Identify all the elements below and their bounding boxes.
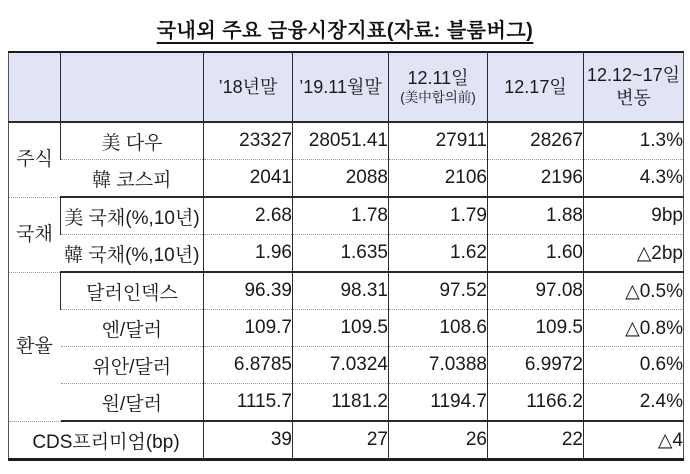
row-label: 美 다우 (61, 122, 204, 160)
value-cell: 1.635 (293, 235, 389, 273)
table-row (9, 235, 684, 273)
value-cell: 1.60 (488, 235, 584, 273)
value-cell: 6.8785 (204, 347, 293, 384)
value-cell: △0.5% (584, 272, 684, 310)
value-cell: 1.79 (389, 197, 488, 235)
col-header-end-2018 (204, 52, 293, 122)
header-empty-group (9, 52, 61, 122)
report-page (0, 14, 690, 461)
value-cell: 108.6 (389, 310, 488, 347)
table-row (9, 310, 684, 347)
value-cell: 1.78 (293, 197, 389, 235)
value-cell: 2.68 (204, 197, 293, 235)
value-cell: 1181.2 (293, 384, 389, 422)
group-cell-fx: 환율 (9, 272, 61, 421)
value-cell: 1194.7 (389, 384, 488, 422)
value-cell: 7.0324 (293, 347, 389, 384)
col-header-label2: 변동 (616, 88, 651, 108)
value-cell: 27911 (389, 122, 488, 160)
header-empty-name (61, 52, 204, 122)
col-header-note: (美中합의前) (400, 90, 476, 106)
value-cell: 2.4% (584, 384, 684, 422)
value-cell: 1166.2 (488, 384, 584, 422)
value-cell: 22 (488, 421, 584, 460)
value-cell: 1115.7 (204, 384, 293, 422)
col-header-label: ’18년말 (218, 76, 278, 97)
value-cell: 2088 (293, 160, 389, 198)
group-cell-stocks: 주식 (9, 122, 61, 197)
value-cell: 109.7 (204, 310, 293, 347)
table-row (9, 197, 684, 235)
table-row (9, 160, 684, 198)
value-cell: 1.62 (389, 235, 488, 273)
table-row (9, 272, 684, 310)
value-cell: 97.08 (488, 272, 584, 310)
value-cell: 26 (389, 421, 488, 460)
report-title: 국내외 주요 금융시장지표(자료: 블룸버그) (156, 20, 534, 42)
table-row (9, 384, 684, 422)
value-cell: 1.3% (584, 122, 684, 160)
col-header-label: 12.12~17일 (587, 65, 680, 86)
row-label: 엔/달러 (61, 310, 204, 347)
value-cell: 2041 (204, 160, 293, 198)
col-header-change (584, 52, 684, 122)
value-cell: 28051.41 (293, 122, 389, 160)
value-cell: 28267 (488, 122, 584, 160)
col-header-label: ’19.11월말 (299, 76, 382, 97)
value-cell: 9bp (584, 197, 684, 235)
value-cell: 6.9972 (488, 347, 584, 384)
value-cell: 7.0388 (389, 347, 488, 384)
value-cell: △0.8% (584, 310, 684, 347)
cds-premium-row (9, 421, 684, 460)
row-label: 美 국채(%,10년) (61, 197, 204, 235)
header-row (9, 52, 684, 122)
value-cell: 39 (204, 421, 293, 460)
row-label: 원/달러 (61, 384, 204, 422)
value-cell: 1.88 (488, 197, 584, 235)
value-cell: 23327 (204, 122, 293, 160)
row-label: 달러인덱스 (61, 272, 204, 310)
col-header-dec-11 (389, 52, 488, 122)
value-cell: 0.6% (584, 347, 684, 384)
col-header-end-nov-2019 (293, 52, 389, 122)
value-cell: △2bp (584, 235, 684, 273)
row-label-cds: CDS프리미엄(bp) (32, 431, 180, 453)
row-label: 韓 코스피 (61, 160, 204, 198)
value-cell: 96.39 (204, 272, 293, 310)
value-cell: 27 (293, 421, 389, 460)
value-cell: 2196 (488, 160, 584, 198)
group-cell-bonds: 국채 (9, 197, 61, 272)
row-label: 위안/달러 (61, 347, 204, 384)
value-cell: 109.5 (293, 310, 389, 347)
row-label: 韓 국채(%,10년) (61, 235, 204, 273)
col-header-label: 12.17일 (504, 76, 567, 97)
value-cell: 2106 (389, 160, 488, 198)
value-cell: 109.5 (488, 310, 584, 347)
table-row (9, 122, 684, 160)
value-cell: 1.96 (204, 235, 293, 273)
col-header-label: 12.11일 (407, 68, 469, 89)
market-indicators-table (8, 51, 684, 461)
table-row (9, 347, 684, 384)
value-cell: △4 (584, 421, 684, 460)
value-cell: 98.31 (293, 272, 389, 310)
value-cell: 97.52 (389, 272, 488, 310)
col-header-dec-17 (488, 52, 584, 122)
value-cell: 4.3% (584, 160, 684, 198)
